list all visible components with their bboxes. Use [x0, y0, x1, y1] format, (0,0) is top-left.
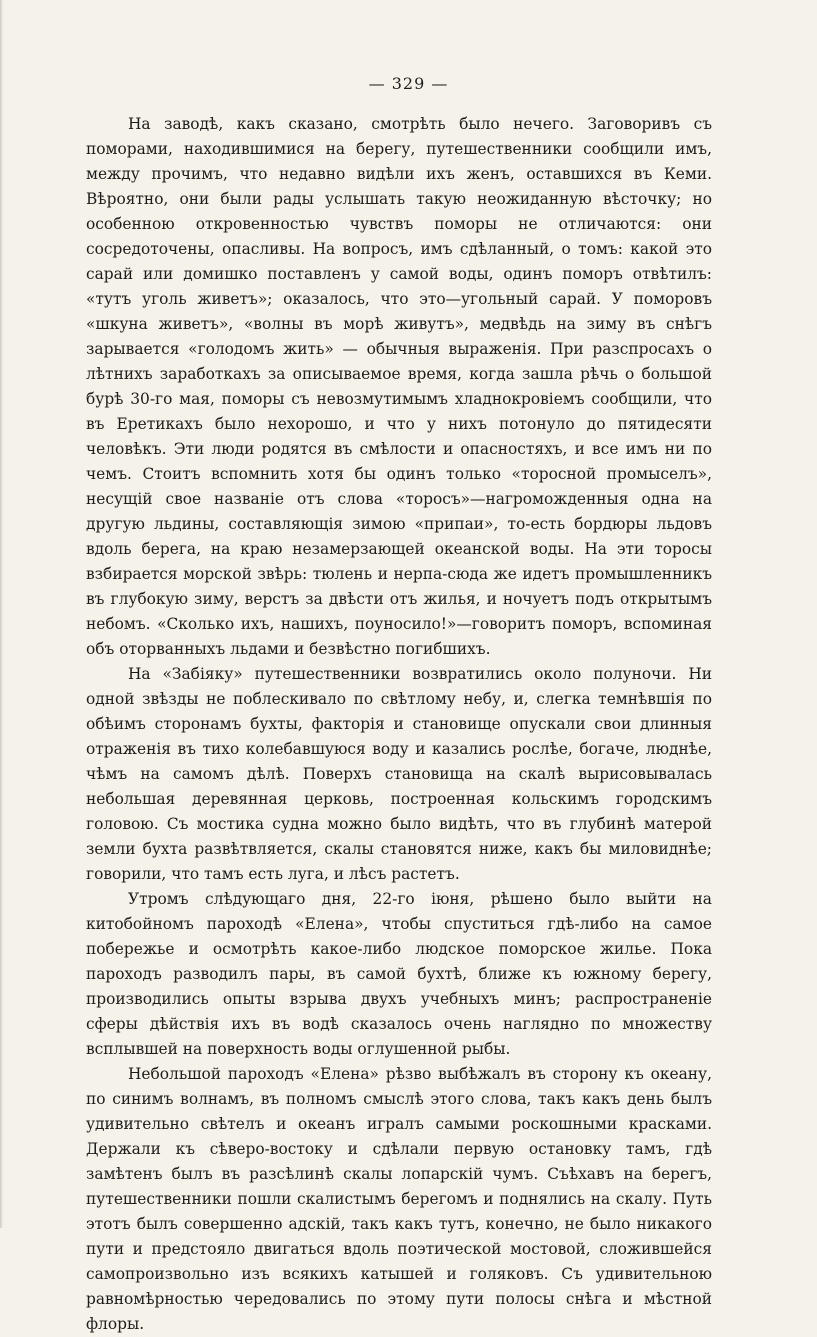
- page-number: — 329 —: [368, 74, 449, 93]
- paragraph: На заводѣ, какъ сказано, смотрѣть было нечего. Заговоривъ съ поморами, находившимися на берегу, путешественники сообщили имъ, между прочимъ, что недавно видѣли ихъ женъ, оставшихся въ Кеми. Вѣроятно, они были рады услышать такую неожиданную вѣсточку; но особенною откровенностью чувствъ поморы не отличаются: они сосредоточены, опасливы. На вопросъ, имъ сдѣланный, о томъ: какой это сарай или домишко поставленъ у самой воды, одинъ поморъ отвѣтилъ: «тутъ уголь живетъ»; оказалось, что это—угольный сарай. У поморовъ «шкуна живетъ», «волны въ морѣ живутъ», медвѣдь на зиму въ снѣгъ зарывается «голодомъ жить» — обычныя выраженія. При разспросахъ о лѣтнихъ заработкахъ за описываемое время, когда зашла рѣчь о большой бурѣ 30-го мая, поморы съ невозмутимымъ хладнокровіемъ сообщили, что въ Еретикахъ было нехорошо, и что у нихъ потонуло до пятидесяти человѣкъ. Эти люди родятся въ смѣлости и опасностяхъ, и все имъ ни по чемъ. Стоитъ вспомнить хотя бы одинъ только «торосной промыселъ», несущій свое названіе отъ слова «торосъ»—нагроможденныя одна на другую льдины, составляющія зимою «припаи», то-есть бордюры льдовъ вдоль берега, на краю незамерзающей океанской воды. На эти торосы взбирается морской звѣрь: тюлень и нерпа-сюда же идетъ промышленникъ въ глубокую зиму, верстъ за двѣсти отъ жилья, и ночуетъ подъ открытымъ небомъ. «Сколько ихъ, нашихъ, поуносило!»—говоритъ поморъ, вспоминая объ оторванныхъ льдами и безвѣстно погибшихъ.: [86, 115, 712, 658]
- page-edge-shadow: [0, 0, 3, 1228]
- paragraph: Утромъ слѣдующаго дня, 22-го іюня, рѣшено было выйти на китобойномъ пароходѣ «Елена», чтобы спуститься гдѣ-либо на самое побережье и осмотрѣть какое-либо людское поморское жилье. Пока пароходъ разводилъ пары, въ самой бухтѣ, ближе къ южному берегу, производились опыты взрыва двухъ учебныхъ минъ; распространеніе сферы дѣйствія ихъ въ водѣ сказалось очень наглядно по множеству всплывшей на поверхность воды оглушенной рыбы.: [86, 890, 712, 1058]
- paragraph: На «Забіяку» путешественники возвратились около полуночи. Ни одной звѣзды не поблескивало по свѣтлому небу, и, слегка темнѣвшія по обѣимъ сторонамъ бухты, факторія и становище опускали свои длинныя отраженія въ тихо колебавшуюся воду и казались рослѣе, богаче, люднѣе, чѣмъ на самомъ дѣлѣ. Поверхъ становища на скалѣ вырисовывалась небольшая деревянная церковь, построенная кольскимъ городскимъ головою. Съ мостика судна можно было видѣть, что въ глубинѣ матерой земли бухта развѣтвляется, скалы становятся ниже, какъ бы миловиднѣе; говорили, что тамъ есть луга, и лѣсъ растетъ.: [86, 665, 712, 883]
- paragraph: Небольшой пароходъ «Елена» рѣзво выбѣжалъ въ сторону къ океану, по синимъ волнамъ, въ полномъ смыслѣ этого слова, такъ какъ день былъ удивительно свѣтелъ и океанъ игралъ самыми роскошными красками. Держали къ сѣверо-востоку и сдѣлали первую остановку тамъ, гдѣ замѣтенъ былъ въ разсѣлинѣ скалы лопарскій чумъ. Съѣхавъ на берегъ, путешественники пошли скалистымъ берегомъ и поднялись на скалу. Путь этотъ былъ совершенно адскій, такъ какъ тутъ, конечно, не было никакого пути и предстояло двигаться вдоль поэтической мостовой, сложившейся самопроизвольно изъ всякихъ катышей и голяковъ. Съ удивительною равномѣрностью чередовались по этому пути полосы снѣга и мѣстной флоры.: [86, 1065, 712, 1333]
- body-text: [86, 112, 712, 1337]
